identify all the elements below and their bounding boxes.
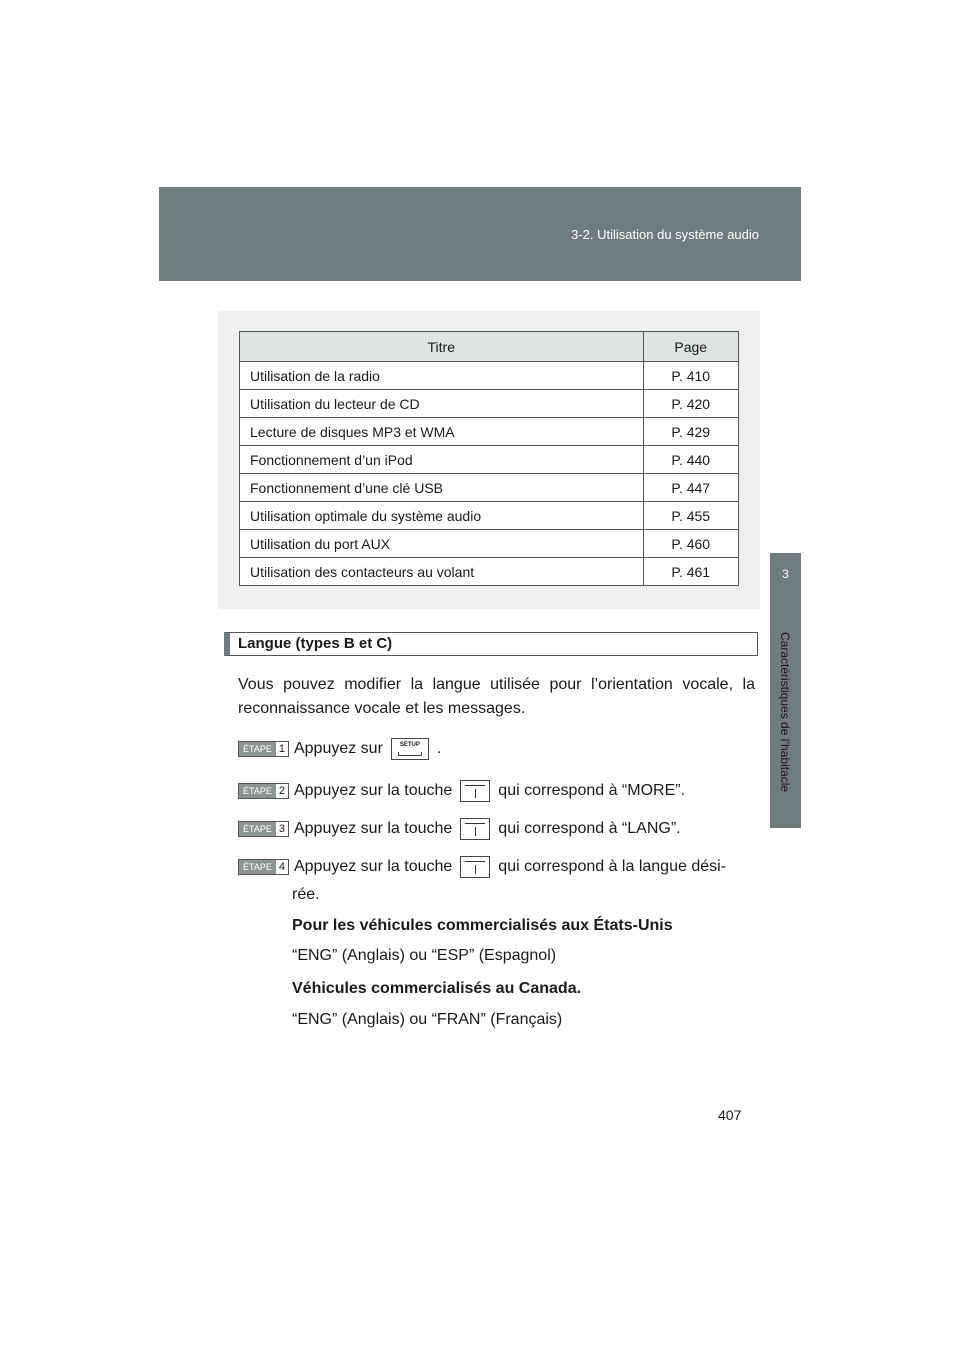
step-badge: ÉTAPE 3 [238, 821, 289, 837]
intro-paragraph: Vous pouvez modifier la langue utilisée pour l’orientation vocale, la reconnaissance vocale et les messages. [238, 676, 755, 717]
header-band [159, 187, 801, 281]
row-title: Utilisation du lecteur de CD [240, 390, 644, 418]
row-title: Utilisation de la radio [240, 362, 644, 390]
canada-heading: Véhicules commercialisés au Canada. [292, 980, 582, 997]
preset-key-icon [460, 856, 490, 878]
step-text: Appuyez sur la touche [293, 858, 453, 875]
row-title: Lecture de disques MP3 et WMA [240, 418, 644, 446]
row-page: P. 461 [643, 558, 739, 586]
us-heading: Pour les véhicules commercialisés aux États-Unis [292, 917, 673, 934]
table-row [240, 530, 739, 558]
row-page: P. 440 [643, 446, 739, 474]
preset-key-icon [460, 818, 490, 840]
step-3 [238, 817, 681, 841]
step-text: qui correspond à la langue dési- [498, 858, 726, 875]
row-page: P. 455 [643, 502, 739, 530]
row-page: P. 420 [643, 390, 739, 418]
section-heading: Langue (types B et C) [224, 632, 758, 656]
header-title: Titre [240, 332, 644, 362]
step-2 [238, 779, 685, 803]
step-badge: ÉTAPE 4 [238, 859, 289, 875]
table-row [240, 474, 739, 502]
step-1 [238, 737, 441, 761]
row-page: P. 410 [643, 362, 739, 390]
table-row [240, 390, 739, 418]
table-row [240, 502, 739, 530]
chapter-label-text: Caractéristiques de l’habitacle [778, 632, 792, 793]
step-4 [238, 855, 726, 879]
step-badge: ÉTAPE 2 [238, 783, 289, 799]
row-page: P. 460 [643, 530, 739, 558]
row-title: Utilisation optimale du système audio [240, 502, 644, 530]
chapter-label [770, 632, 801, 832]
header-page: Page [643, 332, 739, 362]
us-text: “ENG” (Anglais) ou “ESP” (Espagnol) [292, 947, 557, 964]
step-text: Appuyez sur la touche [293, 820, 453, 837]
table-header-row [240, 332, 739, 362]
preset-key-icon [460, 780, 490, 802]
row-title: Utilisation du port AUX [240, 530, 644, 558]
table-row [240, 558, 739, 586]
step-text: qui correspond à “MORE”. [498, 782, 686, 799]
table-row [240, 446, 739, 474]
page-number: 407 [718, 1107, 742, 1123]
step-text: Appuyez sur [293, 740, 383, 757]
step-text: qui correspond à “LANG”. [498, 820, 681, 837]
reference-panel [218, 311, 760, 609]
step-4-continuation: rée. [292, 886, 320, 903]
row-title: Fonctionnement d’une clé USB [240, 474, 644, 502]
setup-button-icon: SETUP [391, 738, 429, 760]
section-title: 3-2. Utilisation du système audio [571, 227, 759, 242]
chapter-number: 3 [782, 567, 789, 581]
canada-text: “ENG” (Anglais) ou “FRAN” (Français) [292, 1011, 563, 1028]
step-badge: ÉTAPE 1 [238, 741, 289, 757]
row-page: P. 429 [643, 418, 739, 446]
step-text: Appuyez sur la touche [293, 782, 453, 799]
table-row [240, 362, 739, 390]
row-page: P. 447 [643, 474, 739, 502]
row-title: Utilisation des contacteurs au volant [240, 558, 644, 586]
step-text: . [436, 740, 442, 757]
reference-table [239, 331, 739, 586]
table-row [240, 418, 739, 446]
row-title: Fonctionnement d’un iPod [240, 446, 644, 474]
